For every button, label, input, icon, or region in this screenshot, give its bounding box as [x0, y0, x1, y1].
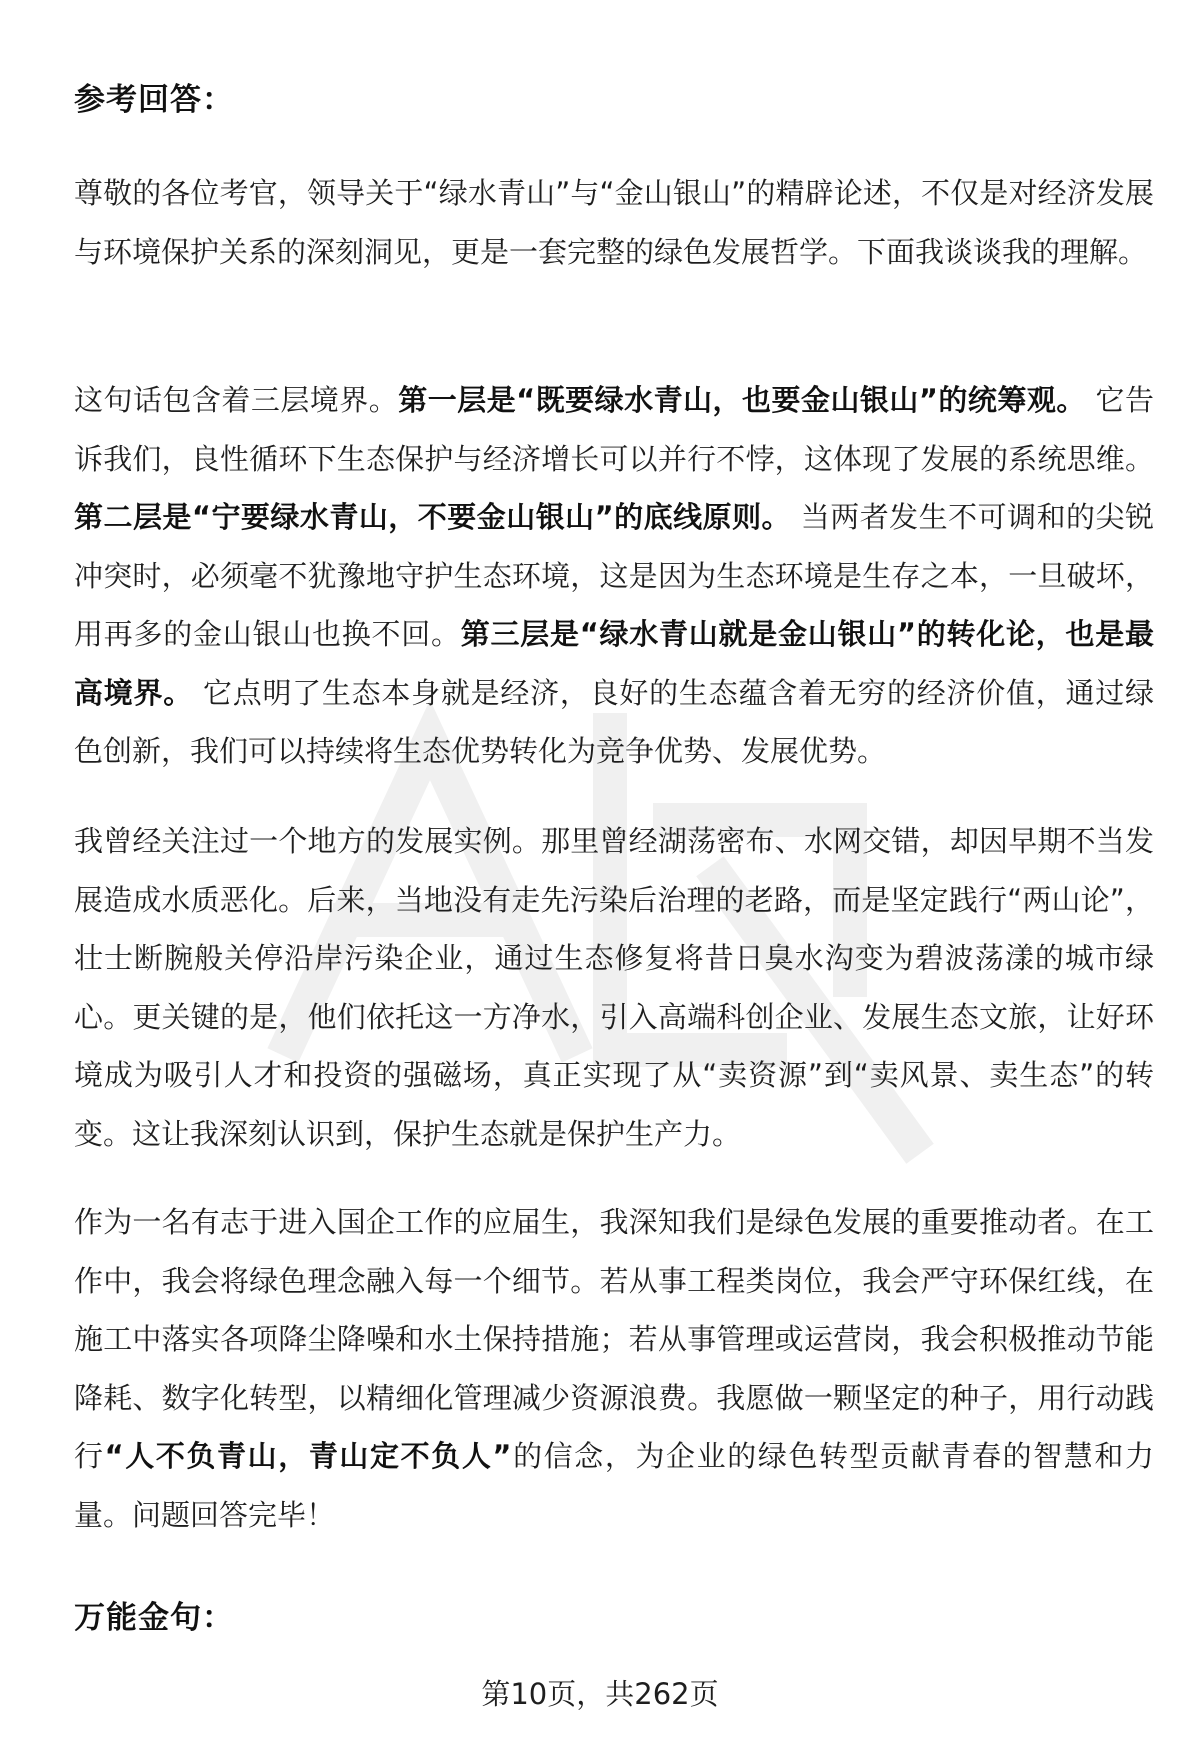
golden-sentences-heading: 万能金句： — [74, 1600, 234, 1636]
paragraph-three-levels — [74, 371, 1154, 781]
paragraph-text: 这句话包含着三层境界。 — [74, 383, 399, 417]
bold-level-two: 第二层是“宁要绿水青山，不要金山银山”的底线原则。 — [74, 500, 792, 534]
paragraph-text: 它告诉我们，良性循环下生态保护与经济增长可以并行不悖，这体现了发展的系统思维。 — [74, 383, 1154, 476]
page-number: 第10页，共262页 — [481, 1677, 719, 1711]
paragraph-example: 我曾经关注过一个地方的发展实例。那里曾经湖荡密布、水网交错，却因早期不当发展造成水质恶化。后来，当地没有走先污染后治理的老路，而是坚定践行“两山论”，壮士断腕般关停沿岸污染企业，通过生态修复将昔日臭水沟变为碧波荡漾的城市绿心。更关键的是，他们依托这一方净水，引入高端科创企业、发展生态文旅，让好环境成为吸引人才和投资的强磁场，真正实现了从“卖资源”到“卖风景、卖生态”的转变。这让我深刻认识到，保护生态就是保护生产力。 — [74, 824, 1154, 1151]
bold-level-three: 第三层是“绿水青山就是金山银山”的转化论，也是最高境界。 — [74, 617, 1154, 710]
paragraph-commitment — [74, 1193, 1154, 1544]
paragraph-intro: 尊敬的各位考官，领导关于“绿水青山”与“金山银山”的精辟论述，不仅是对经济发展与环境保护关系的深刻洞见，更是一套完整的绿色发展哲学。下面我谈谈我的理解。 — [74, 176, 1154, 269]
paragraph-text: 它点明了生态本身就是经济，良好的生态蕴含着无穷的经济价值，通过绿色创新，我们可以持续将生态优势转化为竞争优势、发展优势。 — [74, 675, 1154, 768]
bold-level-one: 第一层是“既要绿水青山，也要金山银山”的统筹观。 — [398, 383, 1086, 417]
paragraph-text: 作为一名有志于进入国企工作的应届生，我深知我们是绿色发展的重要推动者。在工作中，我会将绿色理念融入每一个细节。若从事工程类岗位，我会严守环保红线，在施工中落实各项降尘降噪和水土保持措施；若从事管理或运营岗，我会积极推动节能降耗、数字化转型，以精细化管理减少资源浪费。我愿做一颗坚定的种子，用行动践行 — [74, 1205, 1154, 1473]
bold-quote: “人不负青山，青山定不负人” — [104, 1439, 512, 1473]
paragraph-text: 当两者发生不可调和的尖锐冲突时，必须毫不犹豫地守护生态环境，这是因为生态环境是生存之本，一旦破坏，用再多的金山银山也换不回。 — [74, 500, 1154, 651]
paragraph-text: 的信念，为企业的绿色转型贡献青春的智慧和力量。问题回答完毕！ — [74, 1439, 1154, 1532]
reference-answer-heading: 参考回答： — [74, 82, 234, 118]
